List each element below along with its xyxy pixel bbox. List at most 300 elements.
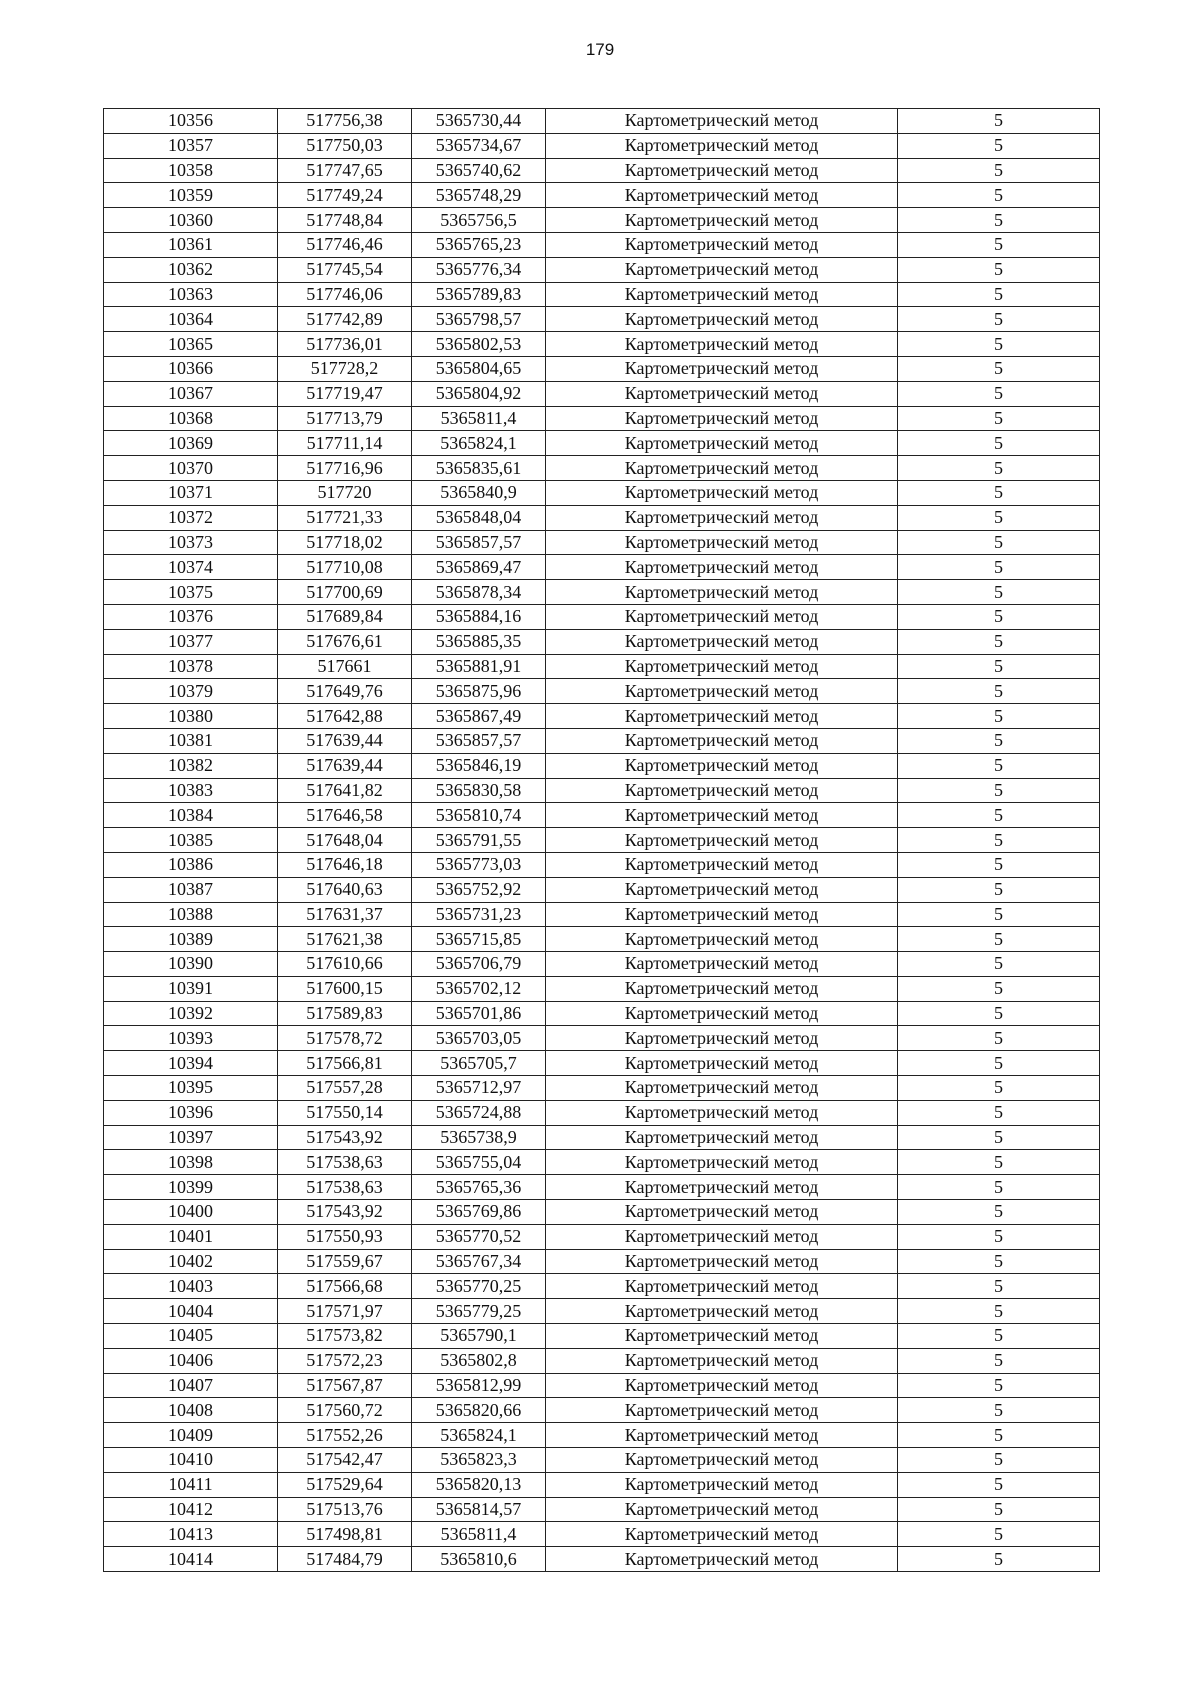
accuracy-cell: 5 xyxy=(898,828,1100,853)
point-number-cell: 10400 xyxy=(104,1200,278,1225)
point-number-cell: 10364 xyxy=(104,307,278,332)
accuracy-cell: 5 xyxy=(898,728,1100,753)
accuracy-cell: 5 xyxy=(898,580,1100,605)
y-coordinate-cell: 5365765,36 xyxy=(412,1175,546,1200)
method-cell: Картометрический метод xyxy=(546,505,898,530)
x-coordinate-cell: 517719,47 xyxy=(278,381,412,406)
y-coordinate-cell: 5365776,34 xyxy=(412,257,546,282)
y-coordinate-cell: 5365820,66 xyxy=(412,1398,546,1423)
y-coordinate-cell: 5365705,7 xyxy=(412,1051,546,1076)
table-row xyxy=(104,282,1100,307)
y-coordinate-cell: 5365875,96 xyxy=(412,679,546,704)
point-number-cell: 10393 xyxy=(104,1026,278,1051)
y-coordinate-cell: 5365804,65 xyxy=(412,356,546,381)
method-cell: Картометрический метод xyxy=(546,1348,898,1373)
point-number-cell: 10374 xyxy=(104,555,278,580)
point-number-cell: 10407 xyxy=(104,1373,278,1398)
y-coordinate-cell: 5365712,97 xyxy=(412,1076,546,1101)
x-coordinate-cell: 517711,14 xyxy=(278,431,412,456)
accuracy-cell: 5 xyxy=(898,282,1100,307)
method-cell: Картометрический метод xyxy=(546,1100,898,1125)
x-coordinate-cell: 517747,65 xyxy=(278,158,412,183)
method-cell: Картометрический метод xyxy=(546,1398,898,1423)
y-coordinate-cell: 5365715,85 xyxy=(412,927,546,952)
method-cell: Картометрический метод xyxy=(546,753,898,778)
accuracy-cell: 5 xyxy=(898,381,1100,406)
y-coordinate-cell: 5365790,1 xyxy=(412,1324,546,1349)
y-coordinate-cell: 5365802,53 xyxy=(412,332,546,357)
accuracy-cell: 5 xyxy=(898,1026,1100,1051)
point-number-cell: 10368 xyxy=(104,406,278,431)
table-row xyxy=(104,704,1100,729)
x-coordinate-cell: 517600,15 xyxy=(278,976,412,1001)
table-row xyxy=(104,654,1100,679)
y-coordinate-cell: 5365878,34 xyxy=(412,580,546,605)
point-number-cell: 10392 xyxy=(104,1001,278,1026)
method-cell: Картометрический метод xyxy=(546,778,898,803)
y-coordinate-cell: 5365814,57 xyxy=(412,1497,546,1522)
y-coordinate-cell: 5365824,1 xyxy=(412,1423,546,1448)
table-row xyxy=(104,133,1100,158)
x-coordinate-cell: 517720 xyxy=(278,480,412,505)
accuracy-cell: 5 xyxy=(898,1051,1100,1076)
accuracy-cell: 5 xyxy=(898,1497,1100,1522)
y-coordinate-cell: 5365756,5 xyxy=(412,208,546,233)
method-cell: Картометрический метод xyxy=(546,1472,898,1497)
x-coordinate-cell: 517721,33 xyxy=(278,505,412,530)
x-coordinate-cell: 517710,08 xyxy=(278,555,412,580)
accuracy-cell: 5 xyxy=(898,976,1100,1001)
table-row xyxy=(104,1100,1100,1125)
y-coordinate-cell: 5365835,61 xyxy=(412,456,546,481)
x-coordinate-cell: 517529,64 xyxy=(278,1472,412,1497)
x-coordinate-cell: 517566,81 xyxy=(278,1051,412,1076)
point-number-cell: 10397 xyxy=(104,1125,278,1150)
x-coordinate-cell: 517552,26 xyxy=(278,1423,412,1448)
point-number-cell: 10382 xyxy=(104,753,278,778)
table-row xyxy=(104,1051,1100,1076)
table-row xyxy=(104,1125,1100,1150)
y-coordinate-cell: 5365701,86 xyxy=(412,1001,546,1026)
x-coordinate-cell: 517746,46 xyxy=(278,232,412,257)
point-number-cell: 10412 xyxy=(104,1497,278,1522)
x-coordinate-cell: 517538,63 xyxy=(278,1150,412,1175)
method-cell: Картометрический метод xyxy=(546,1274,898,1299)
accuracy-cell: 5 xyxy=(898,1348,1100,1373)
method-cell: Картометрический метод xyxy=(546,1150,898,1175)
table-row xyxy=(104,1274,1100,1299)
point-number-cell: 10414 xyxy=(104,1547,278,1572)
method-cell: Картометрический метод xyxy=(546,332,898,357)
y-coordinate-cell: 5365779,25 xyxy=(412,1299,546,1324)
accuracy-cell: 5 xyxy=(898,952,1100,977)
x-coordinate-cell: 517538,63 xyxy=(278,1175,412,1200)
x-coordinate-cell: 517589,83 xyxy=(278,1001,412,1026)
method-cell: Картометрический метод xyxy=(546,480,898,505)
point-number-cell: 10357 xyxy=(104,133,278,158)
point-number-cell: 10387 xyxy=(104,877,278,902)
y-coordinate-cell: 5365791,55 xyxy=(412,828,546,853)
x-coordinate-cell: 517557,28 xyxy=(278,1076,412,1101)
y-coordinate-cell: 5365798,57 xyxy=(412,307,546,332)
table-row xyxy=(104,927,1100,952)
method-cell: Картометрический метод xyxy=(546,133,898,158)
table-row xyxy=(104,381,1100,406)
x-coordinate-cell: 517649,76 xyxy=(278,679,412,704)
method-cell: Картометрический метод xyxy=(546,1373,898,1398)
x-coordinate-cell: 517641,82 xyxy=(278,778,412,803)
accuracy-cell: 5 xyxy=(898,753,1100,778)
y-coordinate-cell: 5365765,23 xyxy=(412,232,546,257)
y-coordinate-cell: 5365810,6 xyxy=(412,1547,546,1572)
accuracy-cell: 5 xyxy=(898,332,1100,357)
table-row xyxy=(104,877,1100,902)
table-body xyxy=(104,109,1100,1572)
accuracy-cell: 5 xyxy=(898,1001,1100,1026)
table-row xyxy=(104,679,1100,704)
table-row xyxy=(104,629,1100,654)
x-coordinate-cell: 517728,2 xyxy=(278,356,412,381)
point-number-cell: 10359 xyxy=(104,183,278,208)
method-cell: Картометрический метод xyxy=(546,530,898,555)
method-cell: Картометрический метод xyxy=(546,109,898,134)
accuracy-cell: 5 xyxy=(898,1448,1100,1473)
table-row xyxy=(104,356,1100,381)
accuracy-cell: 5 xyxy=(898,704,1100,729)
x-coordinate-cell: 517578,72 xyxy=(278,1026,412,1051)
accuracy-cell: 5 xyxy=(898,232,1100,257)
table-row xyxy=(104,332,1100,357)
y-coordinate-cell: 5365770,25 xyxy=(412,1274,546,1299)
table-row xyxy=(104,952,1100,977)
method-cell: Картометрический метод xyxy=(546,381,898,406)
y-coordinate-cell: 5365738,9 xyxy=(412,1125,546,1150)
accuracy-cell: 5 xyxy=(898,307,1100,332)
accuracy-cell: 5 xyxy=(898,109,1100,134)
method-cell: Картометрический метод xyxy=(546,307,898,332)
x-coordinate-cell: 517542,47 xyxy=(278,1448,412,1473)
point-number-cell: 10383 xyxy=(104,778,278,803)
table-row xyxy=(104,976,1100,1001)
point-number-cell: 10376 xyxy=(104,604,278,629)
point-number-cell: 10404 xyxy=(104,1299,278,1324)
y-coordinate-cell: 5365857,57 xyxy=(412,728,546,753)
table-row xyxy=(104,1299,1100,1324)
accuracy-cell: 5 xyxy=(898,356,1100,381)
table-row xyxy=(104,431,1100,456)
x-coordinate-cell: 517560,72 xyxy=(278,1398,412,1423)
y-coordinate-cell: 5365830,58 xyxy=(412,778,546,803)
method-cell: Картометрический метод xyxy=(546,580,898,605)
table-row xyxy=(104,1373,1100,1398)
table-row xyxy=(104,530,1100,555)
point-number-cell: 10388 xyxy=(104,902,278,927)
method-cell: Картометрический метод xyxy=(546,1001,898,1026)
table-row xyxy=(104,753,1100,778)
accuracy-cell: 5 xyxy=(898,927,1100,952)
y-coordinate-cell: 5365748,29 xyxy=(412,183,546,208)
method-cell: Картометрический метод xyxy=(546,704,898,729)
y-coordinate-cell: 5365820,13 xyxy=(412,1472,546,1497)
x-coordinate-cell: 517610,66 xyxy=(278,952,412,977)
x-coordinate-cell: 517648,04 xyxy=(278,828,412,853)
accuracy-cell: 5 xyxy=(898,406,1100,431)
accuracy-cell: 5 xyxy=(898,208,1100,233)
point-number-cell: 10371 xyxy=(104,480,278,505)
y-coordinate-cell: 5365734,67 xyxy=(412,133,546,158)
point-number-cell: 10390 xyxy=(104,952,278,977)
y-coordinate-cell: 5365857,57 xyxy=(412,530,546,555)
point-number-cell: 10384 xyxy=(104,803,278,828)
x-coordinate-cell: 517550,14 xyxy=(278,1100,412,1125)
accuracy-cell: 5 xyxy=(898,902,1100,927)
accuracy-cell: 5 xyxy=(898,1100,1100,1125)
method-cell: Картометрический метод xyxy=(546,257,898,282)
y-coordinate-cell: 5365740,62 xyxy=(412,158,546,183)
point-number-cell: 10399 xyxy=(104,1175,278,1200)
point-number-cell: 10369 xyxy=(104,431,278,456)
method-cell: Картометрический метод xyxy=(546,728,898,753)
y-coordinate-cell: 5365811,4 xyxy=(412,406,546,431)
y-coordinate-cell: 5365885,35 xyxy=(412,629,546,654)
method-cell: Картометрический метод xyxy=(546,1224,898,1249)
point-number-cell: 10377 xyxy=(104,629,278,654)
y-coordinate-cell: 5365867,49 xyxy=(412,704,546,729)
table-row xyxy=(104,778,1100,803)
table-row xyxy=(104,505,1100,530)
method-cell: Картометрический метод xyxy=(546,1200,898,1225)
accuracy-cell: 5 xyxy=(898,1200,1100,1225)
y-coordinate-cell: 5365846,19 xyxy=(412,753,546,778)
table-row xyxy=(104,555,1100,580)
accuracy-cell: 5 xyxy=(898,852,1100,877)
method-cell: Картометрический метод xyxy=(546,952,898,977)
accuracy-cell: 5 xyxy=(898,629,1100,654)
accuracy-cell: 5 xyxy=(898,183,1100,208)
accuracy-cell: 5 xyxy=(898,1125,1100,1150)
y-coordinate-cell: 5365731,23 xyxy=(412,902,546,927)
accuracy-cell: 5 xyxy=(898,778,1100,803)
x-coordinate-cell: 517498,81 xyxy=(278,1522,412,1547)
coordinates-table xyxy=(103,108,1100,1572)
point-number-cell: 10366 xyxy=(104,356,278,381)
x-coordinate-cell: 517573,82 xyxy=(278,1324,412,1349)
table-row xyxy=(104,828,1100,853)
y-coordinate-cell: 5365702,12 xyxy=(412,976,546,1001)
x-coordinate-cell: 517748,84 xyxy=(278,208,412,233)
point-number-cell: 10395 xyxy=(104,1076,278,1101)
point-number-cell: 10396 xyxy=(104,1100,278,1125)
x-coordinate-cell: 517621,38 xyxy=(278,927,412,952)
table-row xyxy=(104,902,1100,927)
accuracy-cell: 5 xyxy=(898,604,1100,629)
x-coordinate-cell: 517567,87 xyxy=(278,1373,412,1398)
x-coordinate-cell: 517646,18 xyxy=(278,852,412,877)
accuracy-cell: 5 xyxy=(898,1274,1100,1299)
point-number-cell: 10411 xyxy=(104,1472,278,1497)
method-cell: Картометрический метод xyxy=(546,877,898,902)
x-coordinate-cell: 517571,97 xyxy=(278,1299,412,1324)
x-coordinate-cell: 517484,79 xyxy=(278,1547,412,1572)
x-coordinate-cell: 517736,01 xyxy=(278,332,412,357)
accuracy-cell: 5 xyxy=(898,133,1100,158)
method-cell: Картометрический метод xyxy=(546,803,898,828)
method-cell: Картометрический метод xyxy=(546,1299,898,1324)
point-number-cell: 10385 xyxy=(104,828,278,853)
x-coordinate-cell: 517716,96 xyxy=(278,456,412,481)
point-number-cell: 10381 xyxy=(104,728,278,753)
accuracy-cell: 5 xyxy=(898,803,1100,828)
point-number-cell: 10356 xyxy=(104,109,278,134)
method-cell: Картометрический метод xyxy=(546,1051,898,1076)
method-cell: Картометрический метод xyxy=(546,1026,898,1051)
table-row xyxy=(104,604,1100,629)
method-cell: Картометрический метод xyxy=(546,604,898,629)
x-coordinate-cell: 517639,44 xyxy=(278,728,412,753)
y-coordinate-cell: 5365869,47 xyxy=(412,555,546,580)
point-number-cell: 10386 xyxy=(104,852,278,877)
table-row xyxy=(104,1001,1100,1026)
y-coordinate-cell: 5365881,91 xyxy=(412,654,546,679)
x-coordinate-cell: 517640,63 xyxy=(278,877,412,902)
accuracy-cell: 5 xyxy=(898,1547,1100,1572)
method-cell: Картометрический метод xyxy=(546,654,898,679)
method-cell: Картометрический метод xyxy=(546,158,898,183)
x-coordinate-cell: 517746,06 xyxy=(278,282,412,307)
accuracy-cell: 5 xyxy=(898,480,1100,505)
accuracy-cell: 5 xyxy=(898,1224,1100,1249)
table-row xyxy=(104,1200,1100,1225)
point-number-cell: 10398 xyxy=(104,1150,278,1175)
page-number: 179 xyxy=(585,40,615,59)
y-coordinate-cell: 5365769,86 xyxy=(412,1200,546,1225)
table-row xyxy=(104,580,1100,605)
y-coordinate-cell: 5365848,04 xyxy=(412,505,546,530)
accuracy-cell: 5 xyxy=(898,530,1100,555)
table-row xyxy=(104,158,1100,183)
table-row xyxy=(104,728,1100,753)
y-coordinate-cell: 5365724,88 xyxy=(412,1100,546,1125)
method-cell: Картометрический метод xyxy=(546,976,898,1001)
method-cell: Картометрический метод xyxy=(546,282,898,307)
x-coordinate-cell: 517559,67 xyxy=(278,1249,412,1274)
accuracy-cell: 5 xyxy=(898,1299,1100,1324)
point-number-cell: 10408 xyxy=(104,1398,278,1423)
accuracy-cell: 5 xyxy=(898,1398,1100,1423)
accuracy-cell: 5 xyxy=(898,1324,1100,1349)
method-cell: Картометрический метод xyxy=(546,356,898,381)
y-coordinate-cell: 5365811,4 xyxy=(412,1522,546,1547)
point-number-cell: 10363 xyxy=(104,282,278,307)
y-coordinate-cell: 5365770,52 xyxy=(412,1224,546,1249)
table-row xyxy=(104,1324,1100,1349)
x-coordinate-cell: 517661 xyxy=(278,654,412,679)
point-number-cell: 10391 xyxy=(104,976,278,1001)
point-number-cell: 10375 xyxy=(104,580,278,605)
y-coordinate-cell: 5365840,9 xyxy=(412,480,546,505)
y-coordinate-cell: 5365773,03 xyxy=(412,852,546,877)
method-cell: Картометрический метод xyxy=(546,927,898,952)
accuracy-cell: 5 xyxy=(898,1076,1100,1101)
method-cell: Картометрический метод xyxy=(546,1125,898,1150)
point-number-cell: 10406 xyxy=(104,1348,278,1373)
point-number-cell: 10365 xyxy=(104,332,278,357)
point-number-cell: 10410 xyxy=(104,1448,278,1473)
method-cell: Картометрический метод xyxy=(546,406,898,431)
accuracy-cell: 5 xyxy=(898,1175,1100,1200)
method-cell: Картометрический метод xyxy=(546,555,898,580)
method-cell: Картометрический метод xyxy=(546,1076,898,1101)
table-row xyxy=(104,1175,1100,1200)
y-coordinate-cell: 5365802,8 xyxy=(412,1348,546,1373)
table-row xyxy=(104,232,1100,257)
point-number-cell: 10361 xyxy=(104,232,278,257)
method-cell: Картометрический метод xyxy=(546,183,898,208)
point-number-cell: 10379 xyxy=(104,679,278,704)
y-coordinate-cell: 5365823,3 xyxy=(412,1448,546,1473)
method-cell: Картометрический метод xyxy=(546,232,898,257)
table-row xyxy=(104,307,1100,332)
accuracy-cell: 5 xyxy=(898,456,1100,481)
x-coordinate-cell: 517646,58 xyxy=(278,803,412,828)
x-coordinate-cell: 517631,37 xyxy=(278,902,412,927)
table-row xyxy=(104,1249,1100,1274)
table-row xyxy=(104,852,1100,877)
table-row xyxy=(104,456,1100,481)
x-coordinate-cell: 517749,24 xyxy=(278,183,412,208)
x-coordinate-cell: 517700,69 xyxy=(278,580,412,605)
y-coordinate-cell: 5365755,04 xyxy=(412,1150,546,1175)
x-coordinate-cell: 517713,79 xyxy=(278,406,412,431)
y-coordinate-cell: 5365884,16 xyxy=(412,604,546,629)
method-cell: Картометрический метод xyxy=(546,828,898,853)
table-row xyxy=(104,1224,1100,1249)
y-coordinate-cell: 5365703,05 xyxy=(412,1026,546,1051)
table-row xyxy=(104,1150,1100,1175)
x-coordinate-cell: 517718,02 xyxy=(278,530,412,555)
method-cell: Картометрический метод xyxy=(546,1448,898,1473)
point-number-cell: 10413 xyxy=(104,1522,278,1547)
x-coordinate-cell: 517543,92 xyxy=(278,1125,412,1150)
x-coordinate-cell: 517543,92 xyxy=(278,1200,412,1225)
x-coordinate-cell: 517676,61 xyxy=(278,629,412,654)
method-cell: Картометрический метод xyxy=(546,1249,898,1274)
method-cell: Картометрический метод xyxy=(546,208,898,233)
table-row xyxy=(104,183,1100,208)
x-coordinate-cell: 517742,89 xyxy=(278,307,412,332)
accuracy-cell: 5 xyxy=(898,1249,1100,1274)
accuracy-cell: 5 xyxy=(898,1373,1100,1398)
point-number-cell: 10402 xyxy=(104,1249,278,1274)
method-cell: Картометрический метод xyxy=(546,1423,898,1448)
point-number-cell: 10370 xyxy=(104,456,278,481)
y-coordinate-cell: 5365767,34 xyxy=(412,1249,546,1274)
method-cell: Картометрический метод xyxy=(546,629,898,654)
y-coordinate-cell: 5365789,83 xyxy=(412,282,546,307)
x-coordinate-cell: 517745,54 xyxy=(278,257,412,282)
x-coordinate-cell: 517550,93 xyxy=(278,1224,412,1249)
table-row xyxy=(104,257,1100,282)
accuracy-cell: 5 xyxy=(898,654,1100,679)
point-number-cell: 10389 xyxy=(104,927,278,952)
y-coordinate-cell: 5365812,99 xyxy=(412,1373,546,1398)
method-cell: Картометрический метод xyxy=(546,456,898,481)
method-cell: Картометрический метод xyxy=(546,431,898,456)
table-row xyxy=(104,1497,1100,1522)
point-number-cell: 10378 xyxy=(104,654,278,679)
table-row xyxy=(104,1522,1100,1547)
table-row xyxy=(104,1448,1100,1473)
